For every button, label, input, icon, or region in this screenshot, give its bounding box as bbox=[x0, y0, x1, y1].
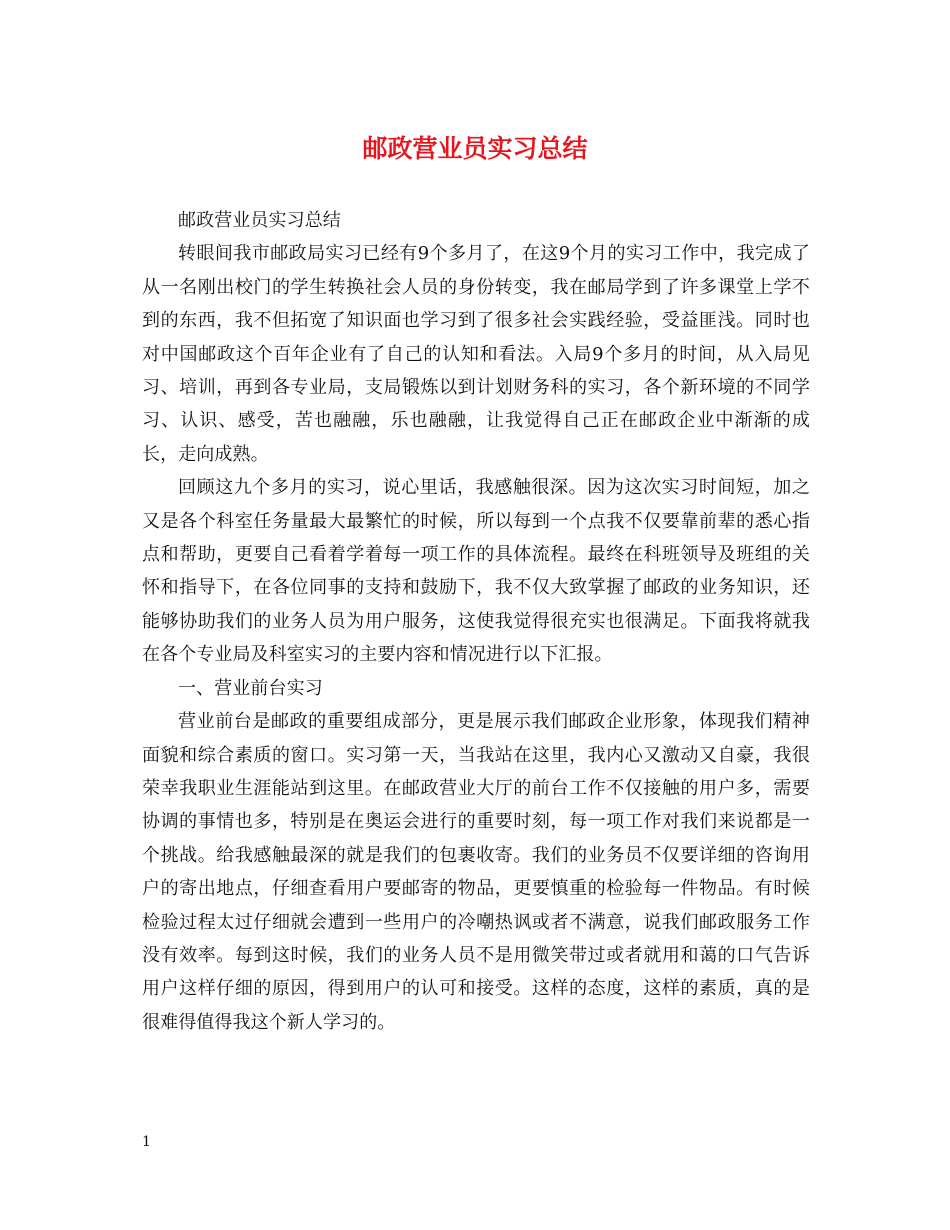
document-title: 邮政营业员实习总结 bbox=[362, 134, 588, 163]
page-number: 1 bbox=[142, 1134, 151, 1150]
paragraph-intro: 转眼间我市邮政局实习已经有9个多月了，在这9个月的实习工作中，我完成了从一名刚出校门的学生转换社会人员的身份转变，我在邮局学到了许多课堂上学不到的东西，我不但拓宽了知识面也学习到了很多社会实践经验，受益匪浅。同时也对中国邮政这个百年企业有了自己的认知和看法。入局9个多月的时间，从入局见习、培训，再到各专业局，支局锻炼以到计划财务科的实习，各个新环境的不同学习、认识、感受，苦也融融，乐也融融，让我觉得自己正在邮政企业中渐渐的成长，走向成熟。 bbox=[142, 243, 810, 465]
paragraph-front-desk: 营业前台是邮政的重要组成部分，更是展示我们邮政企业形象，体现我们精神面貌和综合素质的窗口。实习第一天，当我站在这里，我内心又激动又自豪，我很荣幸我职业生涯能站到这里。在邮政营业大厅的前台工作不仅接触的用户多，需要协调的事情也多，特别是在奥运会进行的重要时刻，每一项工作对我们来说都是一个挑战。给我感触最深的就是我们的包裹收寄。我们的业务员不仅要详细的咨询用户的寄出地点，仔细查看用户要邮寄的物品，更要慎重的检验每一件物品。有时候检验过程太过仔细就会遭到一些用户的冷嘲热讽或者不满意，说我们邮政服务工作没有效率。每到这时候，我们的业务人员不是用微笑带过或者就用和蔼的口气告诉用户这样仔细的原因，得到用户的认可和接受。这样的态度，这样的素质，真的是很难得值得我这个新人学习的。 bbox=[142, 711, 810, 1033]
paragraph-subtitle: 邮政营业员实习总结 bbox=[178, 210, 341, 231]
section-heading-front-desk: 一、营业前台实习 bbox=[178, 677, 323, 699]
document-body bbox=[142, 204, 810, 1039]
paragraph-review: 回顾这九个多月的实习，说心里话，我感触很深。因为这次实习时间短，加之又是各个科室任务量最大最繁忙的时候，所以每到一个点我不仅要靠前辈的悉心指点和帮助，更要自己看着学着每一项工作的具体流程。最终在科班领导及班组的关怀和指导下，在各位同事的支持和鼓励下，我不仅大致掌握了邮政的业务知识，还能够协助我们的业务人员为用户服务，这使我觉得很充实也很满足。下面我将就我在各个专业局及科室实习的主要内容和情况进行以下汇报。 bbox=[142, 477, 810, 666]
